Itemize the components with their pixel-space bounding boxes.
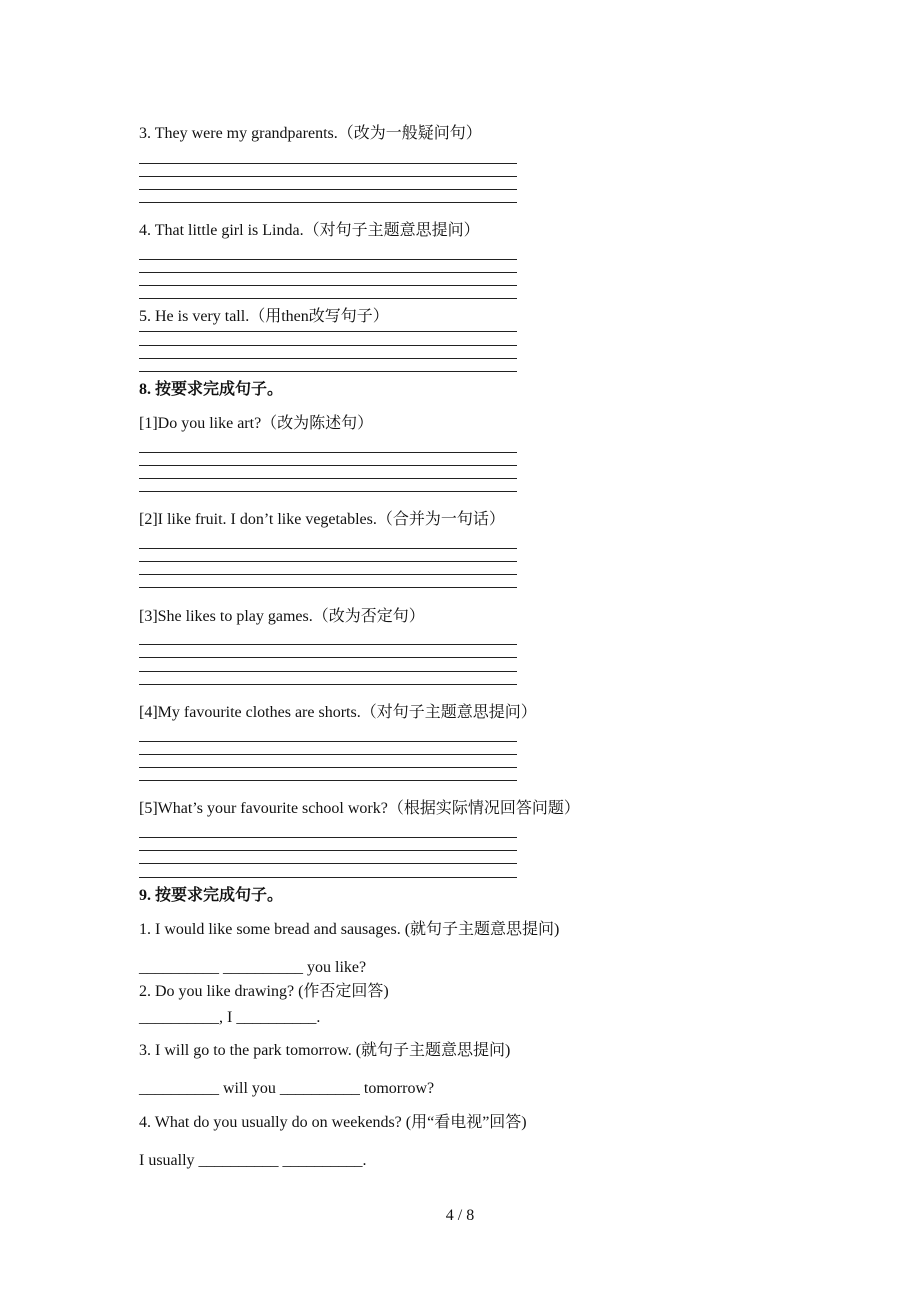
section-9-question-1: 1. I would like some bread and sausages. (就句子主题意思提问) [139,921,560,938]
answer-line[interactable] [139,331,517,332]
section-9-question-2: 2. Do you like drawing? (作否定回答) [139,983,389,1000]
section-8-item-5: [5]What’s your favourite school work?（根据实际情况回答问题） [139,800,580,817]
answer-line[interactable] [139,465,517,466]
section-8-item-4: [4]My favourite clothes are shorts.（对句子主题意思提问） [139,704,537,721]
answer-line[interactable] [139,850,517,851]
section-8-item-2: [2]I like fruit. I don’t like vegetables.（合并为一句话） [139,511,505,528]
answer-line[interactable] [139,657,517,658]
answer-line[interactable] [139,863,517,864]
question-5-prompt: 5. He is very tall.（用then改写句子） [139,308,389,325]
section-9-heading: 9. 按要求完成句子。 [139,887,284,904]
answer-line[interactable] [139,767,517,768]
answer-line[interactable] [139,587,517,588]
answer-line[interactable] [139,189,517,190]
section-9-question-3: 3. I will go to the park tomorrow. (就句子主题意思提问) [139,1042,511,1059]
answer-line[interactable] [139,754,517,755]
answer-line[interactable] [139,259,517,260]
section-9-answer-3[interactable]: __________ will you __________ tomorrow? [139,1080,435,1097]
answer-line[interactable] [139,478,517,479]
section-9-answer-1[interactable]: __________ __________ you like? [139,959,367,976]
page-number: 4 / 8 [445,1207,475,1224]
answer-line[interactable] [139,202,517,203]
section-8-item-1: [1]Do you like art?（改为陈述句） [139,415,374,432]
answer-line[interactable] [139,358,517,359]
answer-line[interactable] [139,561,517,562]
answer-line[interactable] [139,548,517,549]
question-4-prompt: 4. That little girl is Linda.（对句子主题意思提问） [139,222,480,239]
answer-line[interactable] [139,574,517,575]
section-8-heading: 8. 按要求完成句子。 [139,381,284,398]
answer-line[interactable] [139,371,517,372]
answer-line[interactable] [139,837,517,838]
question-3-prompt: 3. They were my grandparents.（改为一般疑问句） [139,125,482,142]
answer-line[interactable] [139,644,517,645]
answer-line[interactable] [139,345,517,346]
answer-line[interactable] [139,285,517,286]
answer-line[interactable] [139,452,517,453]
answer-line[interactable] [139,176,517,177]
answer-line[interactable] [139,163,517,164]
answer-line[interactable] [139,780,517,781]
answer-line[interactable] [139,877,517,878]
section-8-item-3: [3]She likes to play games.（改为否定句） [139,608,425,625]
section-9-answer-2[interactable]: __________, I __________. [139,1009,321,1026]
answer-line[interactable] [139,491,517,492]
section-9-answer-4[interactable]: I usually __________ __________. [139,1152,367,1169]
answer-line[interactable] [139,272,517,273]
answer-line[interactable] [139,298,517,299]
answer-line[interactable] [139,741,517,742]
answer-line[interactable] [139,684,517,685]
answer-line[interactable] [139,671,517,672]
section-9-question-4: 4. What do you usually do on weekends? (用“看电视”回答) [139,1114,527,1131]
